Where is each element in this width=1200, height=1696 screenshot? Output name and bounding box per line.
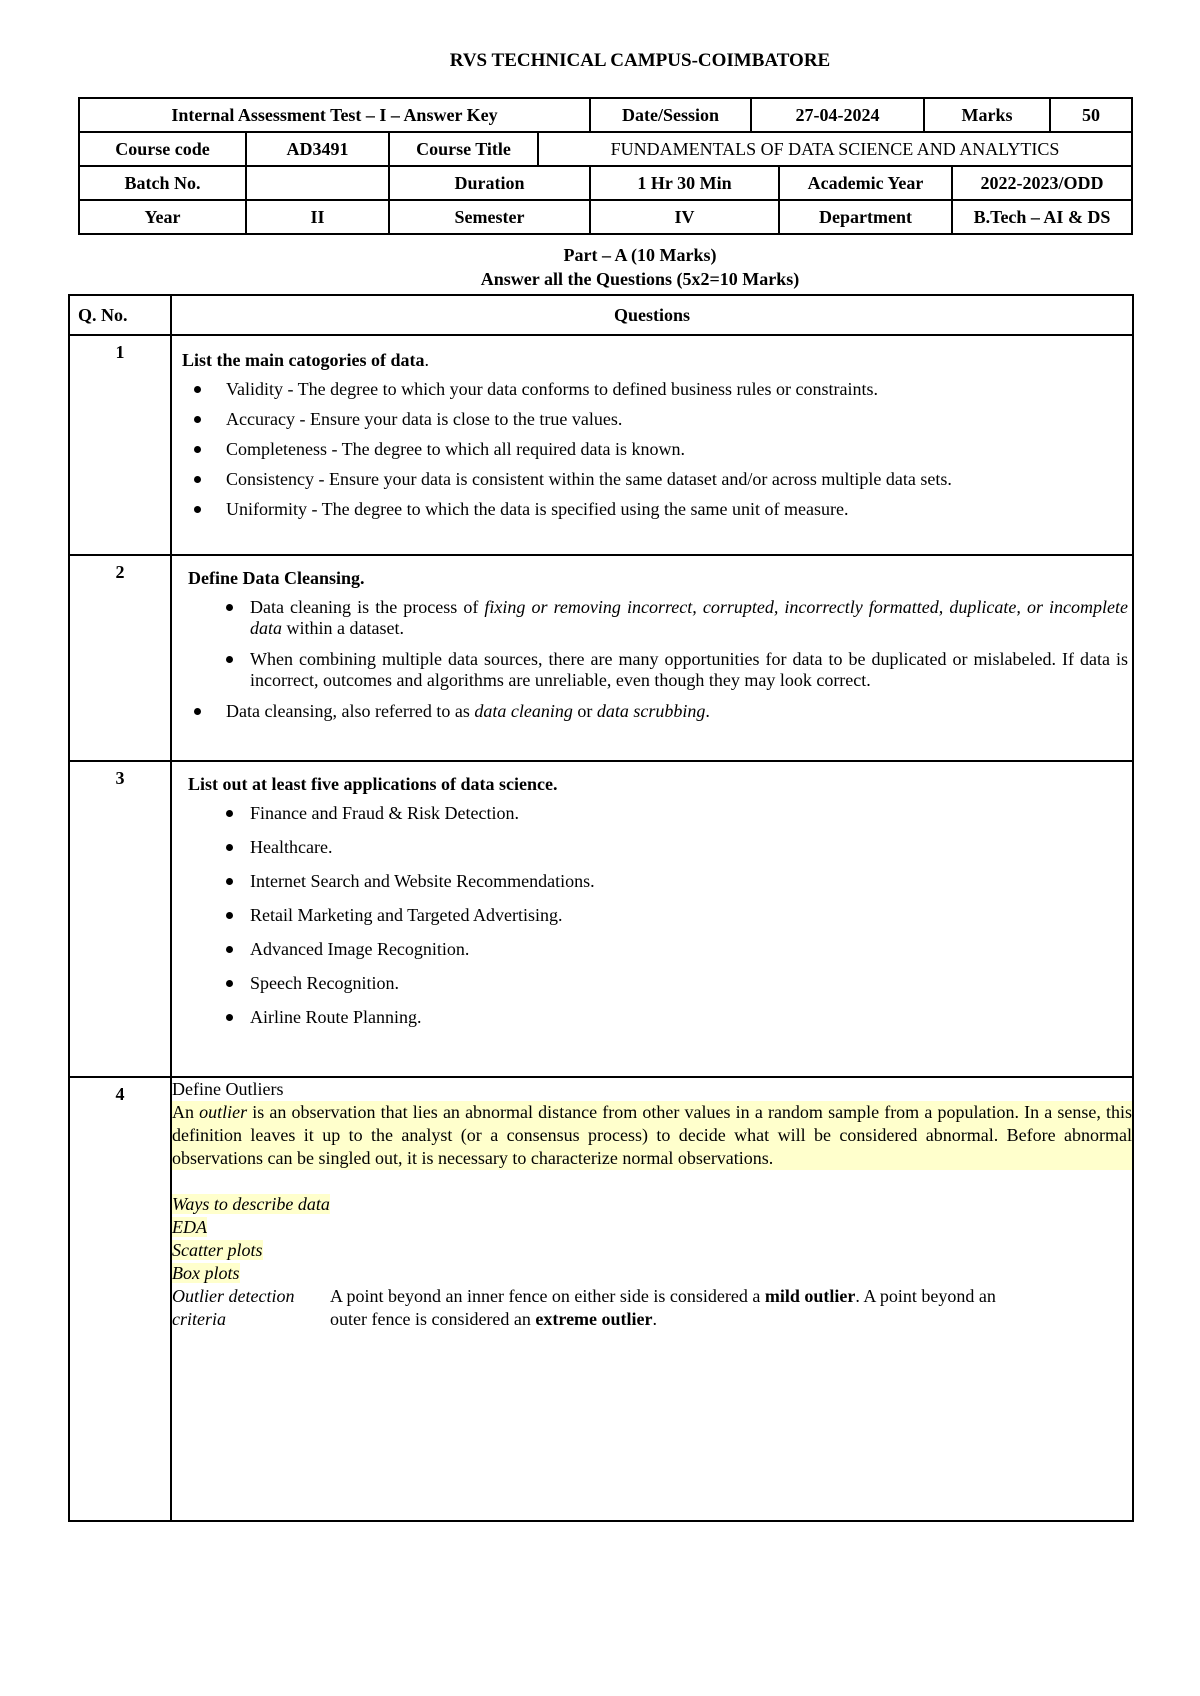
outlier-criteria — [172, 1285, 1132, 1331]
qno-header: Q. No. — [69, 295, 171, 335]
list-item: Data cleansing, also referred to as data cleaning or data scrubbing. — [226, 701, 1128, 722]
part-instruction: Answer all the Questions (5x2=10 Marks) — [480, 269, 800, 289]
answer-list — [176, 597, 1128, 691]
list-item: Completeness - The degree to which all required data is known. — [226, 439, 1128, 460]
list-item: Box plots — [172, 1263, 240, 1283]
answer-list — [176, 701, 1128, 722]
question-number: 1 — [69, 335, 171, 555]
list-item: Consistency - Ensure your data is consistent within the same dataset and/or across multiple data sets. — [226, 469, 1128, 490]
question-row-1 — [69, 335, 1133, 555]
duration-value: 1 Hr 30 Min — [590, 166, 779, 200]
answer-cell — [171, 555, 1133, 761]
marks-value: 50 — [1050, 98, 1132, 132]
question-title: List the main catogories of data. — [182, 350, 429, 370]
year-value: II — [246, 200, 389, 234]
duration-label: Duration — [389, 166, 590, 200]
questions-header: Questions — [171, 295, 1133, 335]
course-code-label: Course code — [79, 132, 246, 166]
course-code-value: AD3491 — [246, 132, 389, 166]
date-value: 27-04-2024 — [751, 98, 924, 132]
list-item: EDA — [172, 1217, 207, 1237]
list-item: Retail Marketing and Targeted Advertising. — [250, 905, 1128, 926]
date-label: Date/Session — [590, 98, 751, 132]
list-item: Speech Recognition. — [250, 973, 1128, 994]
academic-year-label: Academic Year — [779, 166, 952, 200]
list-item: Validity - The degree to which your data conforms to defined business rules or constraints. — [226, 379, 1128, 400]
institution-title: RVS TECHNICAL CAMPUS-COIMBATORE — [449, 50, 831, 71]
question-title: Define Outliers — [172, 1079, 284, 1099]
course-title-value: FUNDAMENTALS OF DATA SCIENCE AND ANALYTICS — [538, 132, 1132, 166]
list-item: Scatter plots — [172, 1240, 263, 1260]
question-row-3 — [69, 761, 1133, 1077]
semester-value: IV — [590, 200, 779, 234]
batch-label: Batch No. — [79, 166, 246, 200]
list-item: When combining multiple data sources, there are many opportunities for data to be duplicated or mislabeled. If data is incorrect, outcomes and algorithms are unreliable, even though they may look correct. — [250, 649, 1128, 690]
list-item: Data cleaning is the process of fixing or removing incorrect, corrupted, incorrectly formatted, duplicate, or incomplete data within a dataset. — [250, 597, 1128, 638]
question-row-4 — [69, 1077, 1133, 1521]
list-item: Uniformity - The degree to which the data is specified using the same unit of measure. — [226, 499, 1128, 520]
list-item: Accuracy - Ensure your data is close to the true values. — [226, 409, 1128, 430]
criteria-key: Outlier detection criteria — [172, 1286, 295, 1329]
question-title: Define Data Cleansing. — [188, 568, 365, 588]
question-number: 4 — [69, 1077, 171, 1521]
outlier-definition: An outlier is an observation that lies an abnormal distance from other values in a random sample from a population. In a sense, this definition leaves it up to the analyst (or a consensus process) to decide what will be considered abnormal. Before abnormal observations can be singled out, it is necessary to characterize normal observations. — [172, 1102, 1132, 1168]
semester-label: Semester — [389, 200, 590, 234]
exam-header-table — [78, 97, 1133, 235]
answer-list — [176, 803, 1128, 1028]
answer-cell — [171, 335, 1133, 555]
batch-value — [246, 166, 389, 200]
question-number: 3 — [69, 761, 171, 1077]
answer-cell — [171, 1077, 1133, 1521]
year-label: Year — [79, 200, 246, 234]
academic-year-value: 2022-2023/ODD — [952, 166, 1132, 200]
list-item: Finance and Fraud & Risk Detection. — [250, 803, 1128, 824]
list-item: Internet Search and Website Recommendations. — [250, 871, 1128, 892]
marks-label: Marks — [924, 98, 1050, 132]
list-item: Airline Route Planning. — [250, 1007, 1128, 1028]
ways-list — [172, 1193, 1132, 1285]
department-label: Department — [779, 200, 952, 234]
test-name: Internal Assessment Test – I – Answer Key — [79, 98, 590, 132]
question-number: 2 — [69, 555, 171, 761]
question-row-2 — [69, 555, 1133, 761]
list-item: Advanced Image Recognition. — [250, 939, 1128, 960]
question-title: List out at least five applications of data science. — [188, 774, 558, 794]
department-value: B.Tech – AI & DS — [952, 200, 1132, 234]
ways-title: Ways to describe data — [172, 1194, 330, 1214]
questions-table — [68, 294, 1134, 1522]
course-title-label: Course Title — [389, 132, 538, 166]
answer-list — [176, 379, 1128, 520]
part-title: Part – A (10 Marks) — [563, 245, 717, 265]
answer-cell — [171, 761, 1133, 1077]
list-item: Healthcare. — [250, 837, 1128, 858]
part-heading — [0, 243, 1200, 291]
criteria-value: A point beyond an inner fence on either side is considered a mild outlier. A point beyond an outer fence is considered an extreme outlier. — [330, 1286, 996, 1329]
